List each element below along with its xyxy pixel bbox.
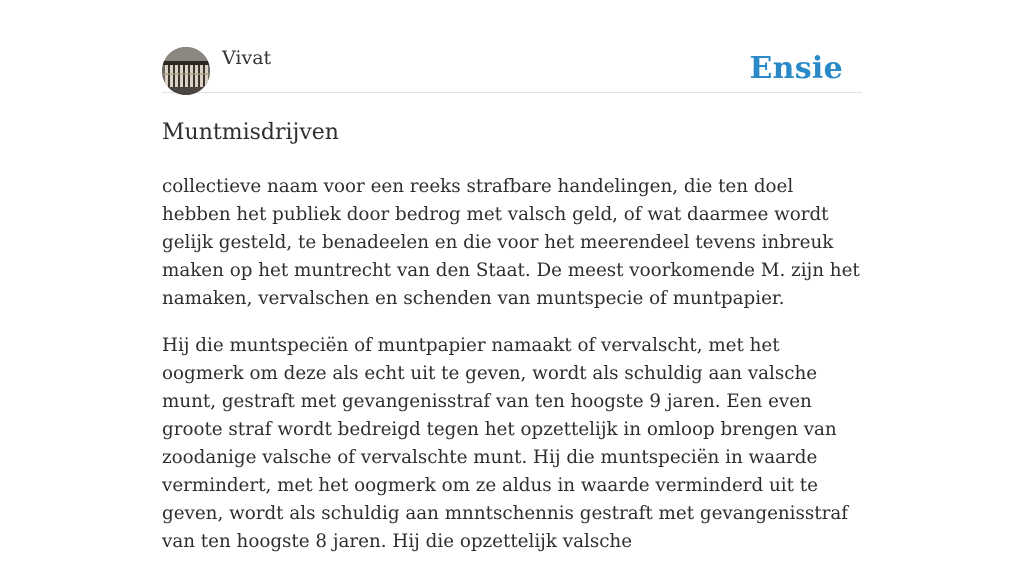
article-title: Muntmisdrijven xyxy=(162,120,339,145)
brand-logo[interactable]: Ensie xyxy=(749,51,843,86)
article-paragraph: collectieve naam voor een reeks strafbare handelingen, die ten doel hebben het publiek door bedrog met valsch geld, of wat daarmee wordt gelijk gesteld, te benadeelen en die voor het meerendeel tevens inbreuk maken op het muntrecht van den Staat. De meest voorkomende M. zijn het namaken, vervalschen en schenden van muntspecie of muntpapier. xyxy=(162,176,860,309)
article-page xyxy=(162,0,862,575)
header xyxy=(162,0,862,93)
article-body xyxy=(162,173,862,556)
author-name[interactable]: Vivat xyxy=(222,47,272,69)
article-paragraph: Hij die muntspeciën of muntpapier namaakt of vervalscht, met het oogmerk om deze als echt uit te geven, wordt als schuldig aan valsche munt, gestraft met gevangenisstraf van ten hoogste 9 jaren. Een even groote straf wordt bedreigd tegen het opzettelijk in omloop brengen van zoodanige valsche of vervalschte munt. Hij die muntspeciën in waarde vermindert, met het oogmerk om ze aldus in waarde verminderd uit te geven, wordt als schuldig aan mnntschennis gestraft met gevangenisstraf van ten hoogste 8 jaren. Hij die opzettelijk valsche xyxy=(162,335,849,552)
avatar-image xyxy=(162,47,210,95)
avatar[interactable] xyxy=(162,47,210,95)
